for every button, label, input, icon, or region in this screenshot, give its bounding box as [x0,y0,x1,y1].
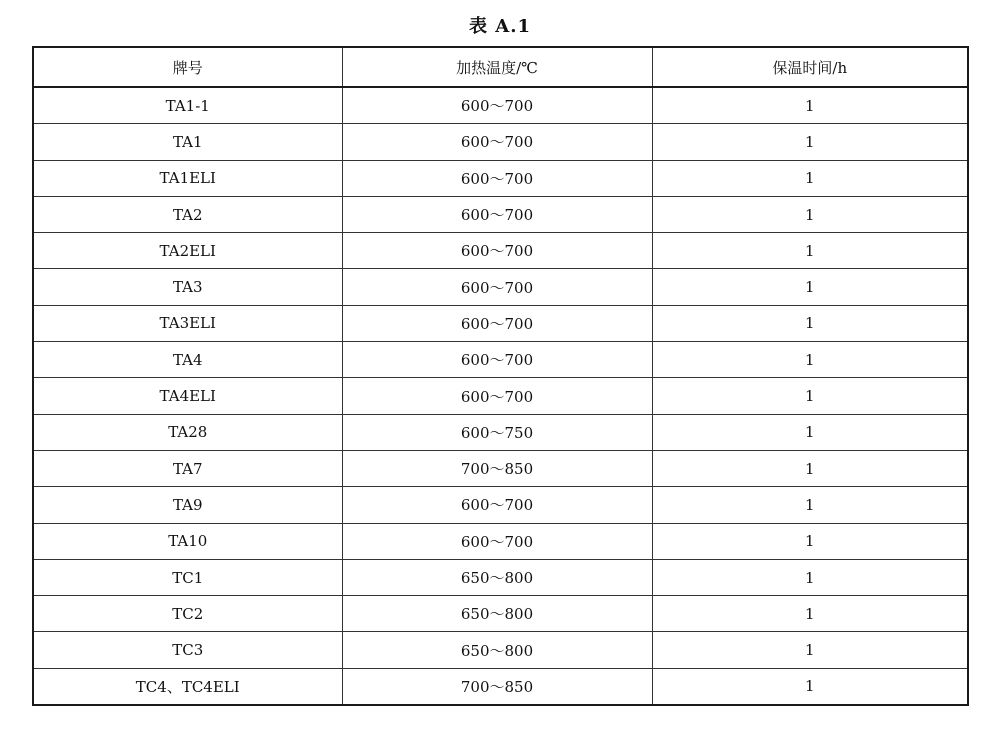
table-title: 表 A.1 [468,16,532,37]
table-row [33,160,968,196]
cell-temperature: 650～800 [342,559,652,595]
table-row [33,559,968,595]
table-row [33,523,968,559]
cell-holding-time: 1 [652,196,968,232]
cell-grade: TC3 [33,632,342,668]
cell-holding-time: 1 [652,160,968,196]
header-row [33,47,968,87]
annealing-table [32,46,969,706]
cell-grade: TC1 [33,559,342,595]
cell-holding-time: 1 [652,342,968,378]
cell-holding-time: 1 [652,559,968,595]
cell-temperature: 600～700 [342,87,652,124]
table-row [33,414,968,450]
cell-grade: TC4、TC4ELI [33,668,342,705]
table-row [33,342,968,378]
cell-temperature: 600～700 [342,160,652,196]
table-row [33,124,968,160]
cell-temperature: 600～700 [342,269,652,305]
table-row [33,450,968,486]
cell-grade: TA7 [33,450,342,486]
cell-temperature: 600～700 [342,305,652,341]
cell-grade: TA3 [33,269,342,305]
cell-grade: TA2 [33,196,342,232]
table-row [33,596,968,632]
cell-temperature: 600～700 [342,523,652,559]
table-row [33,269,968,305]
cell-temperature: 600～700 [342,487,652,523]
header-temperature: 加热温度/℃ [342,47,652,87]
cell-temperature: 600～700 [342,233,652,269]
table-header [33,47,968,87]
table-row [33,305,968,341]
cell-grade: TA1 [33,124,342,160]
table-row [33,668,968,705]
cell-grade: TA1ELI [33,160,342,196]
cell-holding-time: 1 [652,305,968,341]
cell-temperature: 600～700 [342,196,652,232]
cell-grade: TA9 [33,487,342,523]
table-row [33,378,968,414]
table-row [33,487,968,523]
cell-grade: TC2 [33,596,342,632]
cell-holding-time: 1 [652,450,968,486]
header-grade: 牌号 [33,47,342,87]
cell-holding-time: 1 [652,668,968,705]
table-row [33,233,968,269]
cell-temperature: 600～700 [342,342,652,378]
cell-grade: TA4ELI [33,378,342,414]
table-row [33,632,968,668]
cell-holding-time: 1 [652,378,968,414]
cell-temperature: 600～750 [342,414,652,450]
header-holding-time: 保温时间/h [652,47,968,87]
table-body [33,87,968,705]
cell-grade: TA3ELI [33,305,342,341]
cell-temperature: 600～700 [342,378,652,414]
cell-holding-time: 1 [652,124,968,160]
cell-holding-time: 1 [652,269,968,305]
cell-holding-time: 1 [652,487,968,523]
cell-holding-time: 1 [652,523,968,559]
cell-holding-time: 1 [652,414,968,450]
cell-holding-time: 1 [652,233,968,269]
cell-grade: TA1-1 [33,87,342,124]
cell-grade: TA4 [33,342,342,378]
cell-holding-time: 1 [652,596,968,632]
cell-holding-time: 1 [652,87,968,124]
cell-temperature: 700～850 [342,668,652,705]
table-row [33,196,968,232]
cell-grade: TA2ELI [33,233,342,269]
cell-temperature: 650～800 [342,596,652,632]
table-row [33,87,968,124]
cell-grade: TA28 [33,414,342,450]
cell-grade: TA10 [33,523,342,559]
cell-temperature: 650～800 [342,632,652,668]
cell-temperature: 600～700 [342,124,652,160]
cell-temperature: 700～850 [342,450,652,486]
cell-holding-time: 1 [652,632,968,668]
